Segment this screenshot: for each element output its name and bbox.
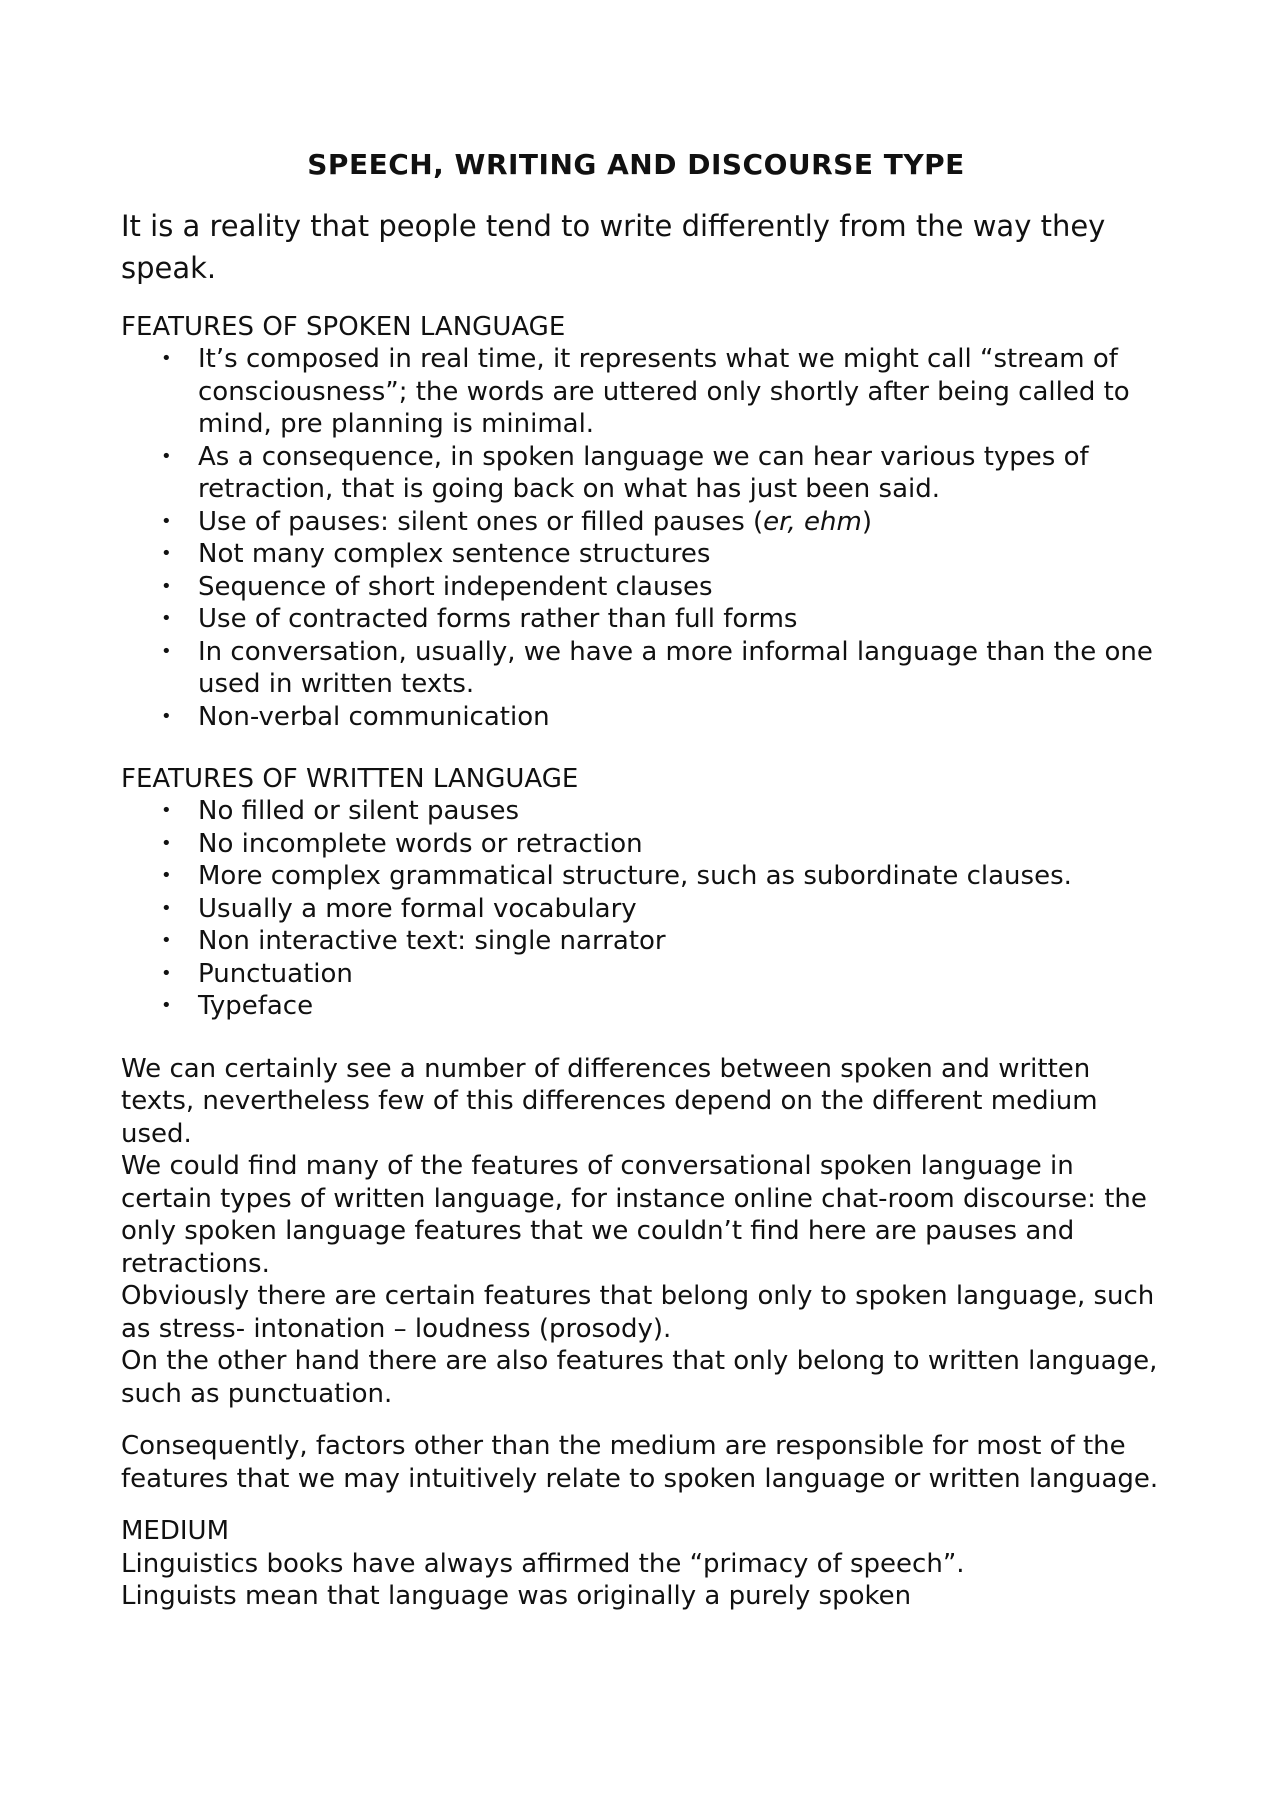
spoken-features-list xyxy=(121,343,1171,733)
pauses-text: Use of pauses: silent ones or filled pauses ( xyxy=(198,506,764,537)
list-item: • No filled or silent pauses xyxy=(121,795,1171,828)
pauses-close: ) xyxy=(861,506,872,537)
list-item: • In conversation, usually, we have a more informal language than the one used in written texts. xyxy=(121,636,1171,701)
body-paragraph: We could find many of the features of conversational spoken language in certain types of written language, for instance online chat-room discourse: the only spoken language features that we couldn’t find here are pauses and retractions. xyxy=(121,1151,1147,1279)
list-item: • No incomplete words or retraction xyxy=(121,828,1171,861)
conclusion-paragraph: Consequently, factors other than the medium are responsible for most of the features that we may intuitively relate to spoken language or written language. xyxy=(121,1431,1159,1494)
list-item: • Sequence of short independent clauses xyxy=(121,571,1171,604)
list-item: • Non-verbal communication xyxy=(121,701,1171,734)
list-item: • Use of contracted forms rather than full forms xyxy=(121,603,1171,636)
list-item: • As a consequence, in spoken language we can hear various types of retraction, that is going back on what has just been said. xyxy=(121,441,1171,506)
list-item: • Usually a more formal vocabulary xyxy=(121,893,1171,926)
medium-heading: MEDIUM xyxy=(121,1516,230,1546)
body-paragraph: Obviously there are certain features that belong only to spoken language, such as stress- intonation – loudness (prosody). xyxy=(121,1281,1155,1344)
list-item: • Not many complex sentence structures xyxy=(121,538,1171,571)
pauses-example: er, ehm xyxy=(763,506,862,537)
body-paragraph: On the other hand there are also features that only belong to written language, such as punctuation. xyxy=(121,1346,1158,1409)
written-features-list xyxy=(121,795,1171,1023)
list-item: • Non interactive text: single narrator xyxy=(121,925,1171,958)
intro-paragraph: It is a reality that people tend to write differently from the way they speak. xyxy=(121,209,1106,285)
list-item-pauses xyxy=(121,506,1171,539)
list-item: • Typeface xyxy=(121,990,1171,1023)
medium-line: Linguistics books have always affirmed the “primacy of speech”. xyxy=(121,1548,965,1579)
list-item: • It’s composed in real time, it represents what we might call “stream of consciousness”; the words are uttered only shortly after being called to mind, pre planning is minimal. xyxy=(121,343,1171,441)
document-title: SPEECH, WRITING AND DISCOURSE TYPE xyxy=(307,148,965,181)
list-item: • More complex grammatical structure, such as subordinate clauses. xyxy=(121,860,1171,893)
spoken-language-heading: FEATURES OF SPOKEN LANGUAGE xyxy=(121,312,566,342)
written-language-heading: FEATURES OF WRITTEN LANGUAGE xyxy=(121,764,579,794)
list-item: • Punctuation xyxy=(121,958,1171,991)
document-page xyxy=(121,148,1171,1613)
medium-line: Linguists mean that language was originally a purely spoken xyxy=(121,1581,912,1611)
body-paragraph: We can certainly see a number of differences between spoken and written texts, nevertheless few of this differences depend on the different medium used. xyxy=(121,1053,1098,1149)
